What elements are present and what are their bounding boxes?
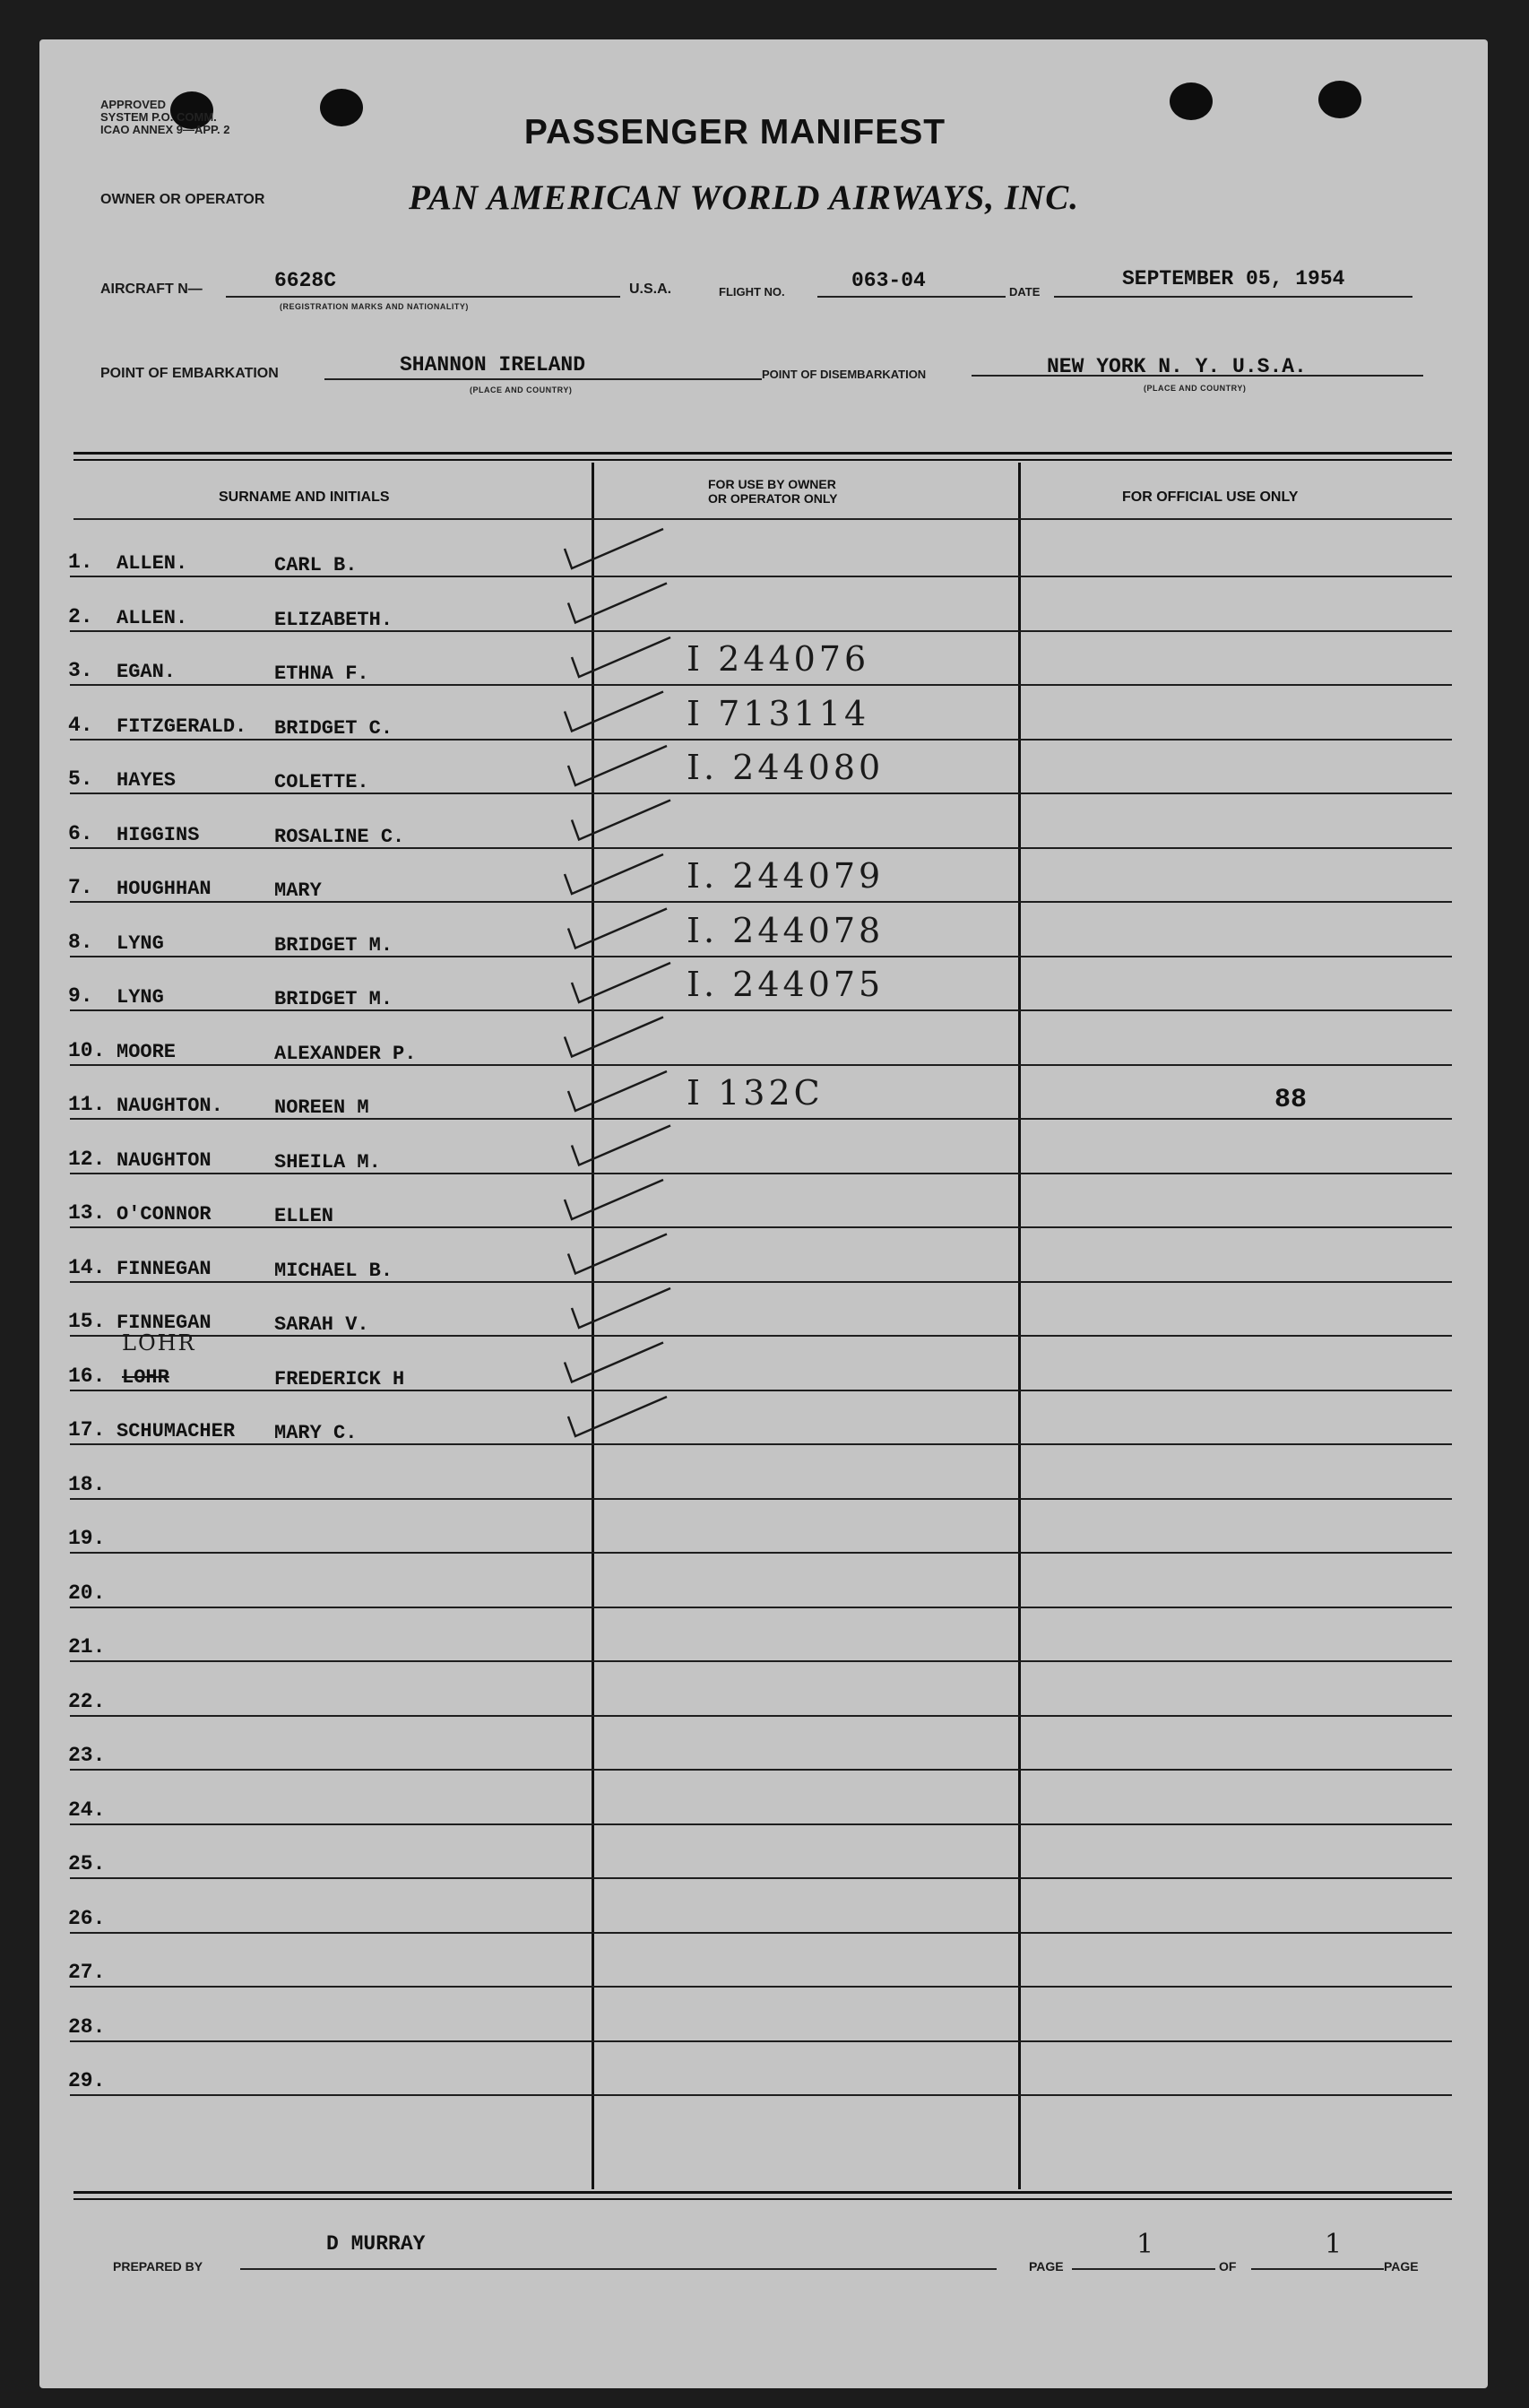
date-value: SEPTEMBER 05, 1954 [1122,267,1345,290]
passenger-surname: SCHUMACHER [117,1420,236,1442]
row-number: 11. [68,1093,106,1116]
passenger-given-name: SARAH V. [274,1313,369,1336]
check-mark [572,1126,670,1165]
row-number: 4. [68,714,93,737]
approval-line-2: SYSTEM P.O. COMM. [100,110,217,124]
embarkation-label: POINT OF EMBARKATION [100,366,279,381]
passenger-surname: ALLEN. [117,607,188,629]
operator-note: I. 244079 [687,856,885,896]
check-mark [565,1180,663,1219]
operator-note: I 244076 [687,639,870,679]
row-number: 9. [68,984,93,1008]
operator-note: I. 244075 [687,965,885,1004]
check-mark [565,529,663,568]
passenger-given-name: ROSALINE C. [274,826,405,848]
row-number: 26. [68,1907,106,1930]
passenger-surname: FITZGERALD. [117,715,247,738]
passenger-surname: FINNEGAN [117,1312,212,1334]
passenger-given-name: BRIDGET C. [274,717,393,740]
embarkation-value: SHANNON IRELAND [400,353,586,377]
passenger-surname: HIGGINS [117,824,200,846]
total-pages-value: 1 [1325,2229,1346,2260]
row-number: 14. [68,1256,106,1279]
row-number: 29. [68,2069,106,2092]
check-mark [572,637,670,677]
date-label: DATE [1009,285,1041,299]
of-label: OF [1219,2259,1237,2274]
check-mark [568,584,667,623]
check-mark [568,746,667,785]
operator-note: I 132C [687,1073,824,1113]
aircraft-value: 6628C [274,269,337,292]
row-number: 23. [68,1744,106,1767]
aircraft-label: AIRCRAFT N— [100,282,203,297]
page-end-label: PAGE [1384,2259,1419,2274]
passenger-surname: LYNG [117,932,164,955]
row-number: 25. [68,1852,106,1875]
passenger-surname: FINNEGAN [117,1258,212,1280]
row-number: 1. [68,550,93,574]
passenger-given-name: MARY [274,879,322,902]
check-mark [568,1071,667,1111]
passenger-given-name: MARY C. [274,1422,358,1444]
page-value: 1 [1136,2229,1158,2260]
row-number: 24. [68,1798,106,1822]
row-number: 12. [68,1148,106,1171]
disembarkation-label: POINT OF DISEMBARKATION [762,368,927,381]
passenger-surname: NAUGHTON. [117,1095,223,1117]
check-mark [565,854,663,894]
operator-note: I. 244078 [687,911,885,950]
column-header-owner-2: OR OPERATOR ONLY [708,491,838,506]
prepared-by-underline [240,2268,997,2270]
official-mark: 88 [1274,1085,1308,1115]
row-number: 19. [68,1527,106,1550]
row-number: 3. [68,659,93,682]
check-mark [568,909,667,948]
page-title: PASSENGER MANIFEST [523,113,946,152]
row-number: 16. [68,1364,106,1388]
check-mark [572,963,670,1002]
passenger-given-name: ALEXANDER P. [274,1043,417,1065]
row-number: 20. [68,1581,106,1605]
passenger-surname: NAUGHTON [117,1149,212,1172]
page-underline [1072,2268,1215,2270]
check-mark [568,1234,667,1274]
total-underline [1251,2268,1384,2270]
passenger-given-name: BRIDGET M. [274,988,393,1010]
passenger-surname: MOORE [117,1041,177,1063]
check-mark [565,692,663,732]
row-number: 28. [68,2015,106,2039]
row-number: 7. [68,876,93,899]
row-number: 6. [68,822,93,845]
disembarkation-value: NEW YORK N. Y. U.S.A. [1047,355,1307,378]
passenger-surname: LYNG [117,986,164,1009]
passenger-given-name: COLETTE. [274,771,369,793]
owner-label: OWNER OR OPERATOR [100,192,265,207]
passenger-surname: EGAN. [117,661,177,683]
operator-name: PAN AMERICAN WORLD AIRWAYS, INC. [409,178,1079,217]
page-label: PAGE [1029,2259,1064,2274]
passenger-surname: HAYES [117,769,177,792]
passenger-given-name: NOREEN M [274,1096,369,1119]
row-number: 22. [68,1690,106,1713]
passenger-given-name: ELIZABETH. [274,609,393,631]
passenger-given-name: ETHNA F. [274,663,369,685]
column-header-surname: SURNAME AND INITIALS [219,489,390,505]
embarkation-sub: (PLACE AND COUNTRY) [470,385,573,394]
row-number: 10. [68,1039,106,1062]
passenger-given-name: FREDERICK H [274,1368,405,1390]
prepared-by-label: PREPARED BY [113,2259,203,2274]
row-number: 5. [68,767,93,791]
row-number: 17. [68,1418,106,1442]
passenger-given-name: ELLEN [274,1205,334,1227]
passenger-given-name: CARL B. [274,554,358,576]
row-number: 2. [68,605,93,628]
check-mark [565,1018,663,1057]
handwritten-lohr: LOHR [122,1330,196,1356]
passenger-surname: O'CONNOR [117,1203,212,1226]
column-header-official: FOR OFFICIAL USE ONLY [1122,489,1299,505]
operator-note: I. 244080 [687,748,885,787]
passenger-given-name: SHEILA M. [274,1151,381,1174]
nationality: U.S.A. [629,282,672,297]
operator-note: I 713114 [687,694,870,733]
check-mark [572,1288,670,1328]
disembarkation-sub: (PLACE AND COUNTRY) [1144,384,1247,393]
column-header-owner-1: FOR USE BY OWNER [708,477,836,491]
row-number: 21. [68,1635,106,1659]
passenger-given-name: MICHAEL B. [274,1260,393,1282]
row-number: 18. [68,1473,106,1496]
passenger-given-name: BRIDGET M. [274,934,393,957]
flight-value: 063-04 [851,269,926,292]
prepared-by-value: D MURRAY [326,2232,426,2256]
row-number: 27. [68,1961,106,1984]
passenger-surname: ALLEN. [117,552,188,575]
check-mark [565,1343,663,1382]
passenger-surname: LOHR [122,1366,169,1389]
aircraft-sub: (REGISTRATION MARKS AND NATIONALITY) [280,302,469,311]
row-number: 15. [68,1310,106,1333]
row-number: 13. [68,1201,106,1225]
approval-line-1: APPROVED [100,98,166,111]
row-number: 8. [68,931,93,954]
check-mark [568,1397,667,1436]
flight-label: FLIGHT NO. [719,285,785,299]
check-mark [572,801,670,840]
passenger-surname: HOUGHHAN [117,878,212,900]
approval-line-3: ICAO ANNEX 9—APP. 2 [100,123,230,136]
